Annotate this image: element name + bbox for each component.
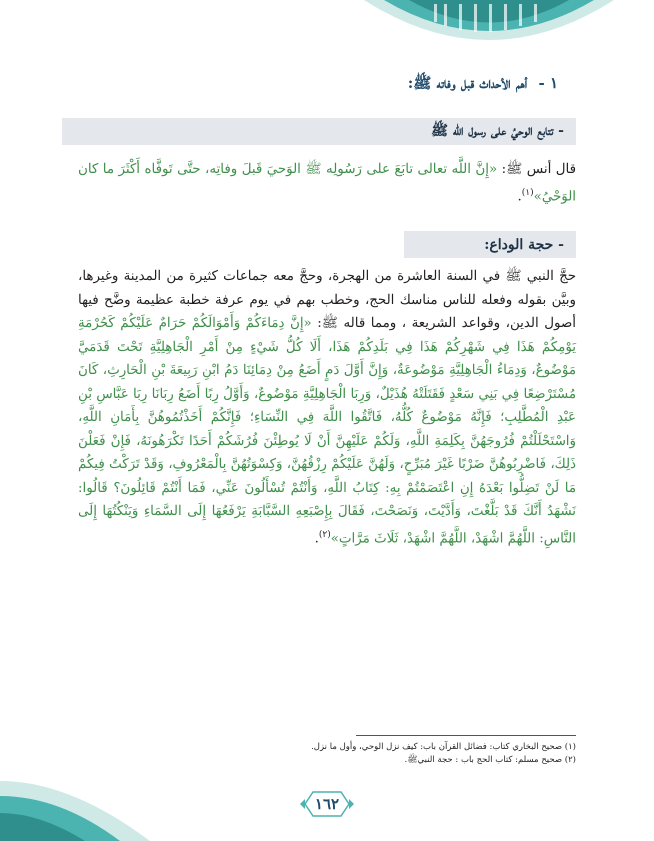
footnote-divider <box>356 735 576 736</box>
section2-end: . <box>314 530 319 546</box>
decorative-corner-top <box>364 0 614 60</box>
section2-title: - حجة الوداع: <box>484 236 564 253</box>
heading-text: أهم الأحداث قبل وفاته ﷺ: <box>407 74 528 92</box>
section1-intro: قال أنس ﷺ: <box>497 162 576 177</box>
paragraph-farewell-hajj <box>78 265 576 550</box>
main-heading <box>408 74 558 96</box>
section1-quote: «إِنَّ اللَّه تعالى تابَعَ على رَسُولِه ﷺ الوَحيَ قَبلَ وفاتِه، حتَّى تَوفَّاه أَكْثَرَ ما كان الوَحْيُ» <box>78 162 576 204</box>
section-title-farewell-hajj <box>404 231 576 258</box>
paragraph-revelation <box>78 158 576 208</box>
section-title-revelation <box>62 118 576 145</box>
section2-intro: حجَّ النبي ﷺ في السنة العاشرة من الهجرة، وحجَّ معه جماعات كثيرة من المدينة وغيرها، وبيَّن بقوله وفعله للناس مناسك الحج، وخطب بهم في يوم عرفة خطبة عظيمة وضَّح فيها أصول الدين، وقواعد الشريعة ، ومما قاله ﷺ: <box>78 269 576 331</box>
page-number <box>299 789 355 819</box>
heading-number: ١ - <box>538 74 558 92</box>
decorative-corner-bottom <box>0 761 150 841</box>
footnote-2: (٢) صحيح مسلم: كتاب الحج باب : حجة النبيﷺ. <box>404 755 576 765</box>
section2-quote: «إِنَّ دِمَاءَكُمْ وَأَمْوَالَكُمْ حَرَامٌ عَلَيْكُمْ كَحُرْمَةِ يَوْمِكُمْ هَذَا فِي شَهْرِكُمْ هَذَا فِي بَلَدِكُمْ هَذَا، أَلَا كُلُّ شَيْءٍ مِنْ أَمْرِ الْجَاهِلِيَّةِ تَحْتَ قَدَمَيَّ مَوْضُوعٌ، وَدِمَاءُ الْجَاهِلِيَّةِ مَوْضُوعَةٌ، وَإِنَّ أَوَّلَ دَمٍ أَضَعُ مِنْ دِمَائِنَا دَمُ ابْنِ رَبِيعَةَ بْنِ الْحَارِثِ، كَانَ مُسْتَرْضِعًا فِي بَنِي سَعْدٍ فَقَتَلَتْهُ هُذَيْلٌ، وَرِبَا الْجَاهِلِيَّةِ مَوْضُوعٌ، وَأَوَّلُ رِبًا أَضَعُ رِبَانَا رِبَا عَبَّاسِ بْنِ عَبْدِ الْمُطَّلِبِ؛ فَإِنَّهُ مَوْضُوعٌ كُلُّهُ، فَاتَّقُوا اللَّهَ فِي النِّسَاءِ؛ فَإِنَّكُمْ أَخَذْتُمُوهُنَّ بِأَمَانِ اللَّهِ، وَاسْتَحْلَلْتُمْ فُرُوجَهُنَّ بِكَلِمَةِ اللَّهِ، وَلَكُمْ عَلَيْهِنَّ أَنْ لَا يُوطِئْنَ فُرُشَكُمْ أَحَدًا تَكْرَهُونَهُ، فَإِنْ فَعَلْنَ ذَلِكَ، فَاضْرِبُوهُنَّ ضَرْبًا غَيْرَ مُبَرِّحٍ، وَلَهُنَّ عَلَيْكُمْ رِزْقُهُنَّ، وَكِسْوَتُهُنَّ بِالْمَعْرُوفِ، وَقَدْ تَرَكْتُ فِيكُمْ مَا لَنْ تَضِلُّوا بَعْدَهُ إِنِ اعْتَصَمْتُمْ بِهِ: كِتَابُ اللَّهِ، وَأَنْتُمْ تُسْأَلُونَ عَنِّي، فَمَا أَنْتُمْ قَائِلُونَ؟ قَالُوا: نَشْهَدُ أَنَّكَ قَدْ بَلَّغْتَ، وَأَدَّيْتَ، وَنَصَحْتَ، فَقَالَ بِإِصْبَعِهِ السَّبَّابَةِ يَرْفَعُهَا إِلَى السَّمَاءِ وَيَنْكُتُهَا إِلَى النَّاسِ: اللَّهُمَّ اشْهَدْ، اللَّهُمَّ اشْهَدْ، ثَلَاثَ مَرَّاتٍ» <box>78 316 576 546</box>
footnotes <box>200 741 576 767</box>
section1-title: - تتابع الوحيُ على رسول الله ﷺ <box>431 122 564 139</box>
footnote-ref-1: (١) <box>521 187 534 198</box>
section1-end: . <box>517 188 522 204</box>
footnote-ref-2: (٢) <box>318 529 331 540</box>
page-number-text: ١٦٢ <box>314 795 340 813</box>
footnote-1: (١) صحيح البخاري كتاب: فضائل القرآن باب: كيف نزل الوحي، وأول ما نزل. <box>311 742 576 752</box>
